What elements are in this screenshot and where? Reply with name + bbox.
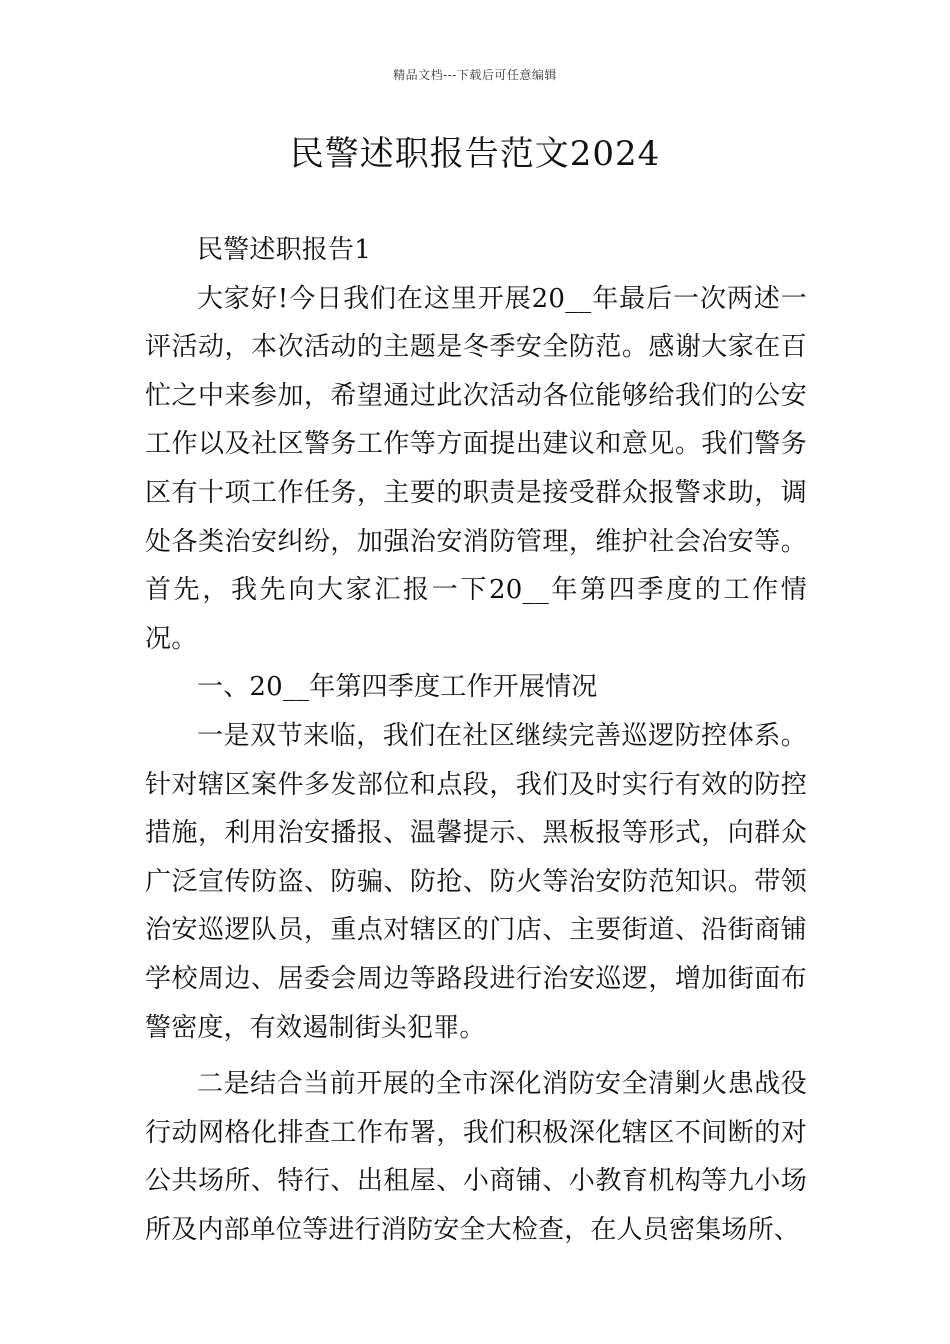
header-note: 精品文档---下载后可任意编辑 bbox=[393, 68, 557, 82]
section-heading: 民警述职报告1 bbox=[197, 235, 371, 265]
paragraph-point-one: 一是双节来临，我们在社区继续完善巡逻防控体系。针对辖区案件多发部位和点段，我们及时实行有效的防控措施，利用治安播报、温馨提示、黑板报等形式，向群众广泛宣传防盗、防骗、防抢、防火等治安防范知识。带领治安巡逻队员，重点对辖区的门店、主要街道、沿街商铺学校周边、居委会周边等路段进行治安巡逻，增加街面布警密度，有效遏制街头犯罪。 bbox=[145, 720, 807, 1043]
paragraph-intro: 大家好!今日我们在这里开展20__年最后一次两述一评活动，本次活动的主题是冬季安全防范。感谢大家在百忙之中来参加，希望通过此次活动各位能够给我们的公安工作以及社区警务工作等方面提出建议和意见。我们警务区有十项工作任务，主要的职责是接受群众报警求助，调处各类治安纠纷，加强治安消防管理，维护社会冶安等。首先，我先向大家汇报一下20__年第四季度的工作情况。 bbox=[145, 283, 807, 654]
section-subheading: 一、20__年第四季度工作开展情况 bbox=[197, 672, 598, 703]
document-title: 民警述职报告范文2024 bbox=[289, 134, 661, 174]
document-body bbox=[145, 226, 807, 1254]
paragraph-point-two: 二是结合当前开展的全市深化消防安全清剿火患战役行动网格化排查工作布署，我们积极深化辖区不间断的对公共场所、特行、出租屋、小商铺、小教育机构等九小场所及内部单位等进行消防安全大检查，在人员密集场所、 bbox=[145, 1069, 807, 1245]
